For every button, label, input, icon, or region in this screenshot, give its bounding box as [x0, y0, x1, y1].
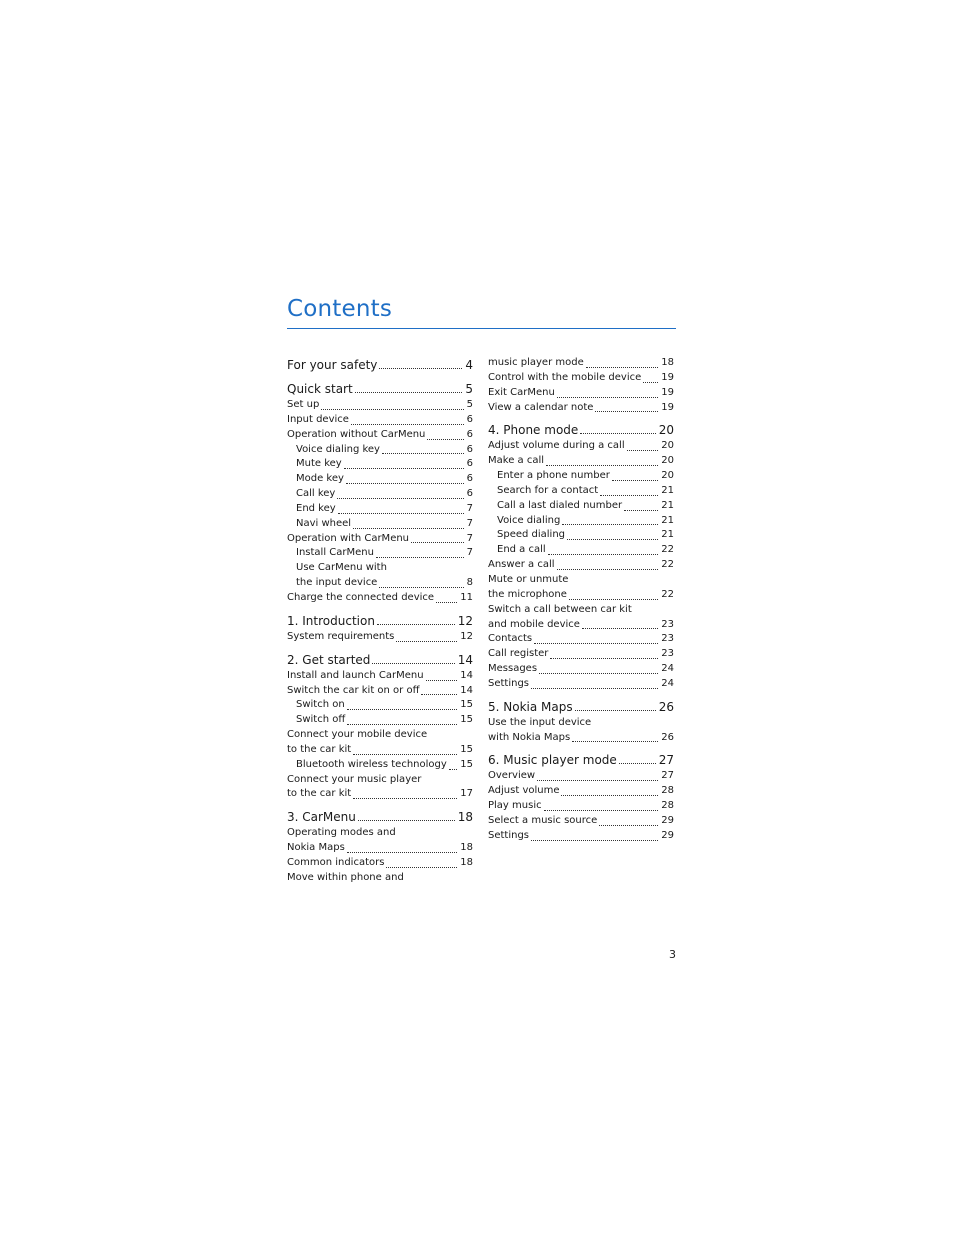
- toc-dot-leader: [539, 673, 658, 674]
- toc-entry-label: End key: [296, 502, 336, 514]
- toc-entry[interactable]: [287, 630, 473, 645]
- toc-page-number: 23: [661, 618, 674, 630]
- toc-entry-label: Call key: [296, 488, 336, 500]
- toc-dot-leader: [355, 392, 463, 393]
- toc-entry-label: Nokia Maps: [287, 842, 345, 854]
- toc-entry-label: End a call: [497, 544, 546, 556]
- toc-section-heading[interactable]: [287, 651, 473, 669]
- toc-page-number: 15: [460, 714, 473, 726]
- toc-entry[interactable]: [488, 454, 674, 469]
- toc-dot-leader: [421, 694, 457, 695]
- toc-entry[interactable]: [488, 371, 674, 386]
- toc-entry[interactable]: [488, 662, 674, 677]
- toc-dot-leader: [353, 528, 464, 529]
- toc-page-number: 19: [661, 371, 674, 383]
- toc-dot-leader: [582, 628, 658, 629]
- toc-entry[interactable]: [287, 758, 473, 773]
- toc-page-number: 12: [457, 613, 473, 628]
- toc-page-number: 29: [661, 829, 674, 841]
- toc-entry[interactable]: [488, 677, 674, 692]
- toc-entry-label: Use CarMenu with: [296, 562, 387, 574]
- toc-page-number: 23: [661, 648, 674, 660]
- toc-section-heading[interactable]: [488, 421, 674, 439]
- toc-page-number: 27: [658, 753, 674, 768]
- toc-entry[interactable]: [488, 514, 674, 529]
- toc-dot-leader: [562, 524, 658, 525]
- toc-page-number: 28: [661, 800, 674, 812]
- toc-entry-label: Quick start: [287, 382, 353, 396]
- toc-dot-leader: [572, 741, 658, 742]
- toc-page-number: 4: [465, 358, 473, 372]
- toc-page-number: 21: [661, 529, 674, 541]
- toc-section-heading[interactable]: [488, 698, 674, 716]
- toc-entry-label: Connect your mobile device: [287, 729, 428, 741]
- toc-entry-label: Install CarMenu: [296, 547, 374, 559]
- toc-left-column: [287, 356, 473, 886]
- toc-entry[interactable]: [488, 799, 674, 814]
- toc-entry[interactable]: [287, 669, 473, 684]
- toc-entry-label: Make a call: [488, 455, 545, 467]
- toc-dot-leader: [347, 724, 457, 725]
- toc-dot-leader: [586, 367, 659, 368]
- toc-page-number: 19: [661, 386, 674, 398]
- toc-page-number: 5: [466, 399, 473, 410]
- toc-page-number: 15: [460, 758, 473, 770]
- toc-entry-label: Enter a phone number: [497, 470, 610, 482]
- toc-entry[interactable]: [488, 356, 674, 371]
- toc-entry[interactable]: [488, 731, 674, 746]
- toc-dot-leader: [379, 587, 463, 588]
- toc-entry[interactable]: [287, 502, 473, 517]
- toc-entry-label: 6. Music player mode: [488, 753, 617, 768]
- toc-page-number: 21: [661, 514, 674, 526]
- toc-page-number: 28: [661, 785, 674, 797]
- toc-entry-label: Mode key: [296, 473, 344, 485]
- toc-entry-label: Connect your music player: [287, 773, 422, 785]
- toc-page-number: 17: [460, 788, 473, 800]
- toc-entry[interactable]: [287, 532, 473, 547]
- toc-page-number: 22: [661, 588, 674, 600]
- toc-entry[interactable]: [287, 413, 473, 428]
- toc-entry[interactable]: [287, 787, 473, 802]
- toc-section-heading[interactable]: [287, 612, 473, 630]
- toc-page-number: 6: [466, 428, 473, 440]
- toc-dot-leader: [344, 468, 464, 469]
- toc-dot-leader: [426, 680, 458, 681]
- toc-entry[interactable]: [287, 743, 473, 758]
- toc-entry-label: Operation with CarMenu: [287, 532, 410, 544]
- toc-entry-label: music player mode: [488, 357, 584, 368]
- toc-entry-label: Operating modes and: [287, 827, 396, 839]
- toc-entry[interactable]: [287, 517, 473, 532]
- toc-entry[interactable]: [488, 632, 674, 647]
- toc-entry[interactable]: [488, 588, 674, 603]
- toc-entry[interactable]: [287, 871, 473, 886]
- toc-dot-leader: [599, 825, 658, 826]
- toc-dot-leader: [561, 795, 658, 796]
- toc-page-number: 18: [457, 810, 473, 825]
- toc-dot-leader: [612, 480, 658, 481]
- toc-entry-label: Play music: [488, 800, 542, 812]
- toc-page-number: 7: [466, 517, 473, 529]
- toc-dot-leader: [347, 852, 457, 853]
- toc-dot-leader: [347, 709, 458, 710]
- toc-entry-label: Set up: [287, 399, 320, 410]
- toc-entry-label: Adjust volume during a call: [488, 440, 625, 452]
- toc-dot-leader: [569, 599, 658, 600]
- toc-entry[interactable]: [287, 546, 473, 561]
- toc-page-number: 7: [466, 547, 473, 559]
- toc-dot-leader: [595, 411, 658, 412]
- toc-dot-leader: [436, 602, 457, 603]
- toc-page-number: 27: [661, 770, 674, 782]
- toc-dot-leader: [377, 624, 455, 625]
- toc-page-number: 18: [661, 357, 674, 368]
- toc-dot-leader: [386, 867, 457, 868]
- toc-entry-label: View a calendar note: [488, 401, 594, 413]
- toc-page-number: 22: [661, 544, 674, 556]
- toc-entry-label: Call a last dialed number: [497, 499, 623, 511]
- toc-page-number: 11: [460, 591, 473, 603]
- toc-entry-label: Mute or unmute: [488, 573, 569, 585]
- toc-section-heading[interactable]: [287, 356, 473, 374]
- toc-entry[interactable]: [488, 618, 674, 633]
- toc-dot-leader: [546, 465, 658, 466]
- toc-dot-leader: [353, 754, 457, 755]
- toc-entry[interactable]: [488, 543, 674, 558]
- toc-entry[interactable]: [488, 603, 674, 618]
- toc-dot-leader: [557, 569, 659, 570]
- toc-entry[interactable]: [488, 386, 674, 401]
- toc-entry-label: Voice dialing: [497, 514, 561, 526]
- toc-entry[interactable]: [287, 457, 473, 472]
- toc-dot-leader: [548, 554, 659, 555]
- toc-entry-label: 1. Introduction: [287, 613, 375, 628]
- toc-entry-label: Charge the connected device: [287, 591, 435, 603]
- toc-entry[interactable]: [287, 398, 473, 413]
- toc-entry-label: Switch a call between car kit: [488, 603, 632, 615]
- toc-dot-leader: [643, 382, 658, 383]
- toc-entry[interactable]: [287, 472, 473, 487]
- toc-page-number: 14: [460, 669, 473, 681]
- toc-dot-leader: [534, 643, 658, 644]
- toc-entry-label: Use the input device: [488, 716, 592, 728]
- toc-entry-label: with Nokia Maps: [488, 731, 571, 743]
- toc-entry-label: Overview: [488, 770, 536, 782]
- toc-dot-leader: [537, 780, 658, 781]
- toc-dot-leader: [351, 424, 464, 425]
- toc-entry-label: Navi wheel: [296, 517, 352, 529]
- toc-entry-label: the input device: [296, 577, 378, 589]
- toc-page-number: 18: [460, 856, 473, 868]
- toc-page-number: 12: [460, 630, 473, 642]
- toc-entry-label: Contacts: [488, 633, 533, 645]
- toc-page-number: 21: [661, 499, 674, 511]
- toc-entry-label: System requirements: [287, 630, 395, 642]
- toc-dot-leader: [449, 769, 457, 770]
- toc-right-column: [488, 356, 674, 844]
- toc-entry-label: Exit CarMenu: [488, 386, 555, 398]
- toc-dot-leader: [427, 439, 463, 440]
- toc-entry-label: Common indicators: [287, 856, 385, 868]
- toc-entry-label: the microphone: [488, 588, 567, 600]
- toc-page-number: 23: [661, 633, 674, 645]
- toc-entry[interactable]: [287, 576, 473, 591]
- toc-dot-leader: [567, 539, 658, 540]
- toc-entry-label: to the car kit: [287, 743, 352, 755]
- toc-dot-leader: [619, 763, 656, 764]
- toc-page-number: 5: [465, 382, 473, 396]
- toc-dot-leader: [600, 495, 658, 496]
- toc-entry[interactable]: [488, 647, 674, 662]
- toc-page-number: 22: [661, 559, 674, 571]
- toc-page-number: 20: [661, 470, 674, 482]
- toc-dot-leader: [624, 510, 658, 511]
- toc-entry[interactable]: [488, 814, 674, 829]
- toc-page-number: 18: [460, 842, 473, 854]
- toc-entry[interactable]: [488, 573, 674, 588]
- toc-entry[interactable]: [488, 558, 674, 573]
- toc-entry-label: Select a music source: [488, 814, 598, 826]
- toc-entry-label: and mobile device: [488, 618, 580, 630]
- toc-page-number: 21: [661, 484, 674, 496]
- toc-dot-leader: [550, 658, 658, 659]
- toc-dot-leader: [557, 397, 658, 398]
- toc-section-heading[interactable]: [287, 380, 473, 398]
- toc-page-number: 19: [661, 401, 674, 413]
- toc-dot-leader: [411, 542, 464, 543]
- toc-page-number: 6: [466, 443, 473, 455]
- toc-page-number: 6: [466, 488, 473, 500]
- page-number: 3: [669, 948, 676, 961]
- toc-entry[interactable]: [287, 841, 473, 856]
- toc-entry-label: Mute key: [296, 458, 342, 470]
- toc-entry-label: Messages: [488, 663, 538, 675]
- toc-entry-label: Switch on: [296, 699, 345, 711]
- toc-page-number: 6: [466, 473, 473, 485]
- toc-page-number: 24: [661, 663, 674, 675]
- toc-page-number: 6: [466, 458, 473, 470]
- toc-entry[interactable]: [287, 856, 473, 871]
- toc-entry-label: 3. CarMenu: [287, 810, 356, 825]
- toc-entry[interactable]: [287, 698, 473, 713]
- toc-entry-label: Settings: [488, 677, 530, 689]
- toc-dot-leader: [382, 453, 464, 454]
- toc-entry[interactable]: [488, 829, 674, 844]
- toc-dot-leader: [372, 663, 454, 664]
- toc-page-number: 14: [460, 684, 473, 696]
- toc-section-heading[interactable]: [488, 751, 674, 769]
- toc-entry[interactable]: [287, 684, 473, 699]
- toc-entry-label: Answer a call: [488, 559, 555, 571]
- toc-entry[interactable]: [488, 528, 674, 543]
- toc-page-number: 26: [658, 699, 674, 714]
- toc-entry-label: Search for a contact: [497, 484, 599, 496]
- toc-entry[interactable]: [488, 769, 674, 784]
- toc-entry[interactable]: [287, 826, 473, 841]
- toc-entry-label: to the car kit: [287, 788, 352, 800]
- toc-page-number: 7: [466, 502, 473, 514]
- toc-entry-label: Control with the mobile device: [488, 371, 642, 383]
- toc-section-heading[interactable]: [287, 808, 473, 826]
- toc-entry-label: Bluetooth wireless technology: [296, 758, 447, 770]
- toc-dot-leader: [338, 513, 464, 514]
- toc-entry[interactable]: [287, 561, 473, 576]
- toc-page-number: 20: [658, 423, 674, 438]
- toc-dot-leader: [337, 498, 463, 499]
- toc-entry-label: 2. Get started: [287, 652, 371, 667]
- toc-entry-label: For your safety: [287, 358, 378, 372]
- toc-page-number: 15: [460, 743, 473, 755]
- toc-page-number: 20: [661, 455, 674, 467]
- toc-entry[interactable]: [488, 499, 674, 514]
- toc-entry-label: Move within phone and: [287, 871, 404, 883]
- toc-page-number: 6: [466, 413, 473, 425]
- toc-entry[interactable]: [287, 591, 473, 606]
- toc-dot-leader: [580, 433, 655, 434]
- toc-entry-label: Speed dialing: [497, 529, 566, 541]
- title-divider: [287, 328, 676, 329]
- toc-entry-label: Call register: [488, 648, 549, 660]
- toc-entry-label: Operation without CarMenu: [287, 428, 426, 440]
- toc-entry-label: Settings: [488, 829, 530, 841]
- toc-page-number: 15: [460, 699, 473, 711]
- toc-dot-leader: [575, 710, 656, 711]
- toc-dot-leader: [531, 840, 658, 841]
- toc-entry[interactable]: [287, 773, 473, 788]
- toc-entry-label: 4. Phone mode: [488, 423, 579, 438]
- toc-entry-label: Adjust volume: [488, 785, 560, 797]
- toc-page-number: 24: [661, 677, 674, 689]
- toc-dot-leader: [321, 409, 463, 410]
- toc-page-number: 26: [661, 731, 674, 743]
- toc-entry-label: 5. Nokia Maps: [488, 699, 573, 714]
- toc-entry-label: Switch the car kit on or off: [287, 684, 420, 696]
- toc-page-number: 8: [466, 577, 473, 589]
- toc-entry[interactable]: [488, 439, 674, 454]
- toc-entry-label: Voice dialing key: [296, 443, 380, 455]
- toc-entry[interactable]: [287, 443, 473, 458]
- toc-dot-leader: [376, 557, 464, 558]
- toc-entry[interactable]: [488, 484, 674, 499]
- toc-entry[interactable]: [287, 728, 473, 743]
- toc-entry[interactable]: [287, 428, 473, 443]
- toc-entry-label: Switch off: [296, 714, 346, 726]
- toc-entry-label: Install and launch CarMenu: [287, 669, 424, 681]
- toc-dot-leader: [346, 483, 464, 484]
- toc-page-number: 7: [466, 532, 473, 544]
- toc-entry[interactable]: [488, 716, 674, 731]
- toc-dot-leader: [396, 641, 457, 642]
- toc-entry[interactable]: [287, 487, 473, 502]
- toc-page-number: 14: [457, 652, 473, 667]
- toc-dot-leader: [544, 810, 659, 811]
- toc-dot-leader: [379, 368, 462, 369]
- toc-dot-leader: [353, 798, 457, 799]
- toc-page-number: 20: [661, 440, 674, 452]
- toc-entry[interactable]: [488, 401, 674, 416]
- toc-entry[interactable]: [488, 469, 674, 484]
- toc-dot-leader: [358, 820, 455, 821]
- toc-entry-label: Input device: [287, 413, 349, 425]
- page-title: Contents: [287, 296, 393, 322]
- toc-dot-leader: [531, 688, 658, 689]
- toc-dot-leader: [627, 450, 659, 451]
- toc-entry[interactable]: [488, 784, 674, 799]
- toc-entry[interactable]: [287, 713, 473, 728]
- toc-page-number: 29: [661, 814, 674, 826]
